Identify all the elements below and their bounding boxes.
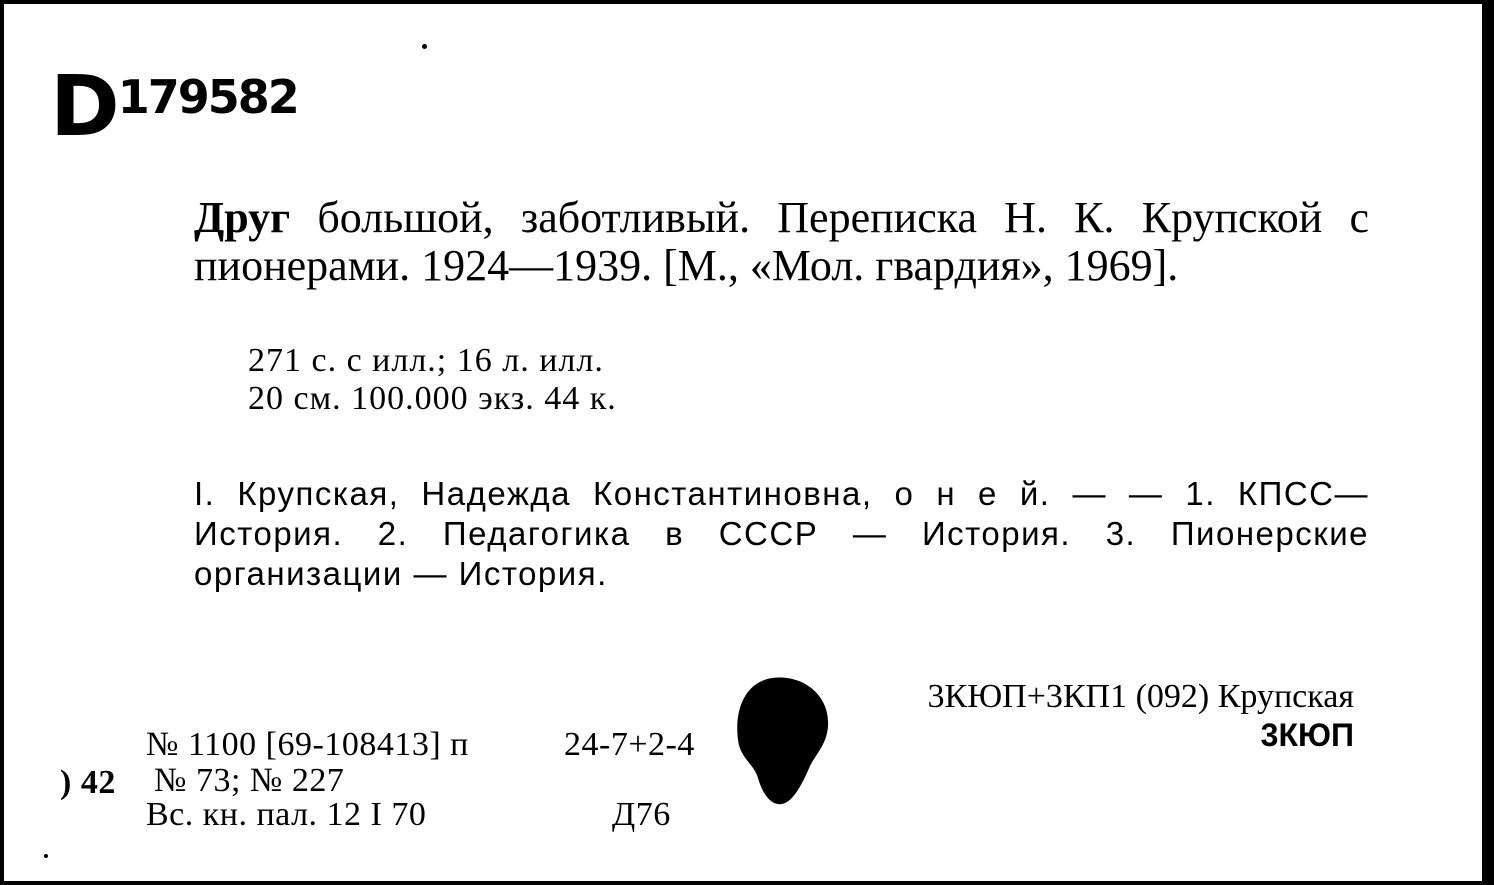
speck xyxy=(44,854,48,858)
title-lead-word: Друг xyxy=(194,193,291,242)
classification-index: 3КЮП+3КП1 (092) Крупская xyxy=(927,678,1354,715)
classification-abbr: 3КЮП xyxy=(1260,717,1354,753)
title-rest: большой, заботливый. Переписка Н. К. Крупской с пионерами. 1924—1939. [М., «Мол. гвардия», 1969]. xyxy=(194,193,1369,290)
price-code: Д76 xyxy=(612,796,671,833)
order-number: № 1100 [69-108413] п xyxy=(146,726,469,763)
classification-block xyxy=(928,678,1354,754)
card-number xyxy=(50,57,298,155)
ink-blot xyxy=(732,674,832,806)
catalog-card xyxy=(4,4,1488,881)
size-run-price-line: 20 см. 100.000 экз. 44 к. xyxy=(248,380,617,417)
book-chamber-date: Вс. кн. пал. 12 I 70 xyxy=(146,796,427,833)
card-number-value: 179582 xyxy=(117,70,298,124)
subject-headings: I. Крупская, Надежда Константиновна, о н е й. — — 1. КПСС—История. 2. Педагогика в СССР — История. 3. Пионерские организации — История. xyxy=(194,475,1369,592)
speck xyxy=(422,44,427,49)
pages-line: 271 с. с илл.; 16 л. илл. xyxy=(248,342,604,379)
issue-numbers: № 73; № 227 xyxy=(154,762,345,799)
order-code: 24-7+2-4 xyxy=(564,726,695,763)
card-number-prefix: D xyxy=(50,57,118,155)
side-mark: ) 42 xyxy=(60,764,116,801)
book-title xyxy=(194,194,1369,290)
